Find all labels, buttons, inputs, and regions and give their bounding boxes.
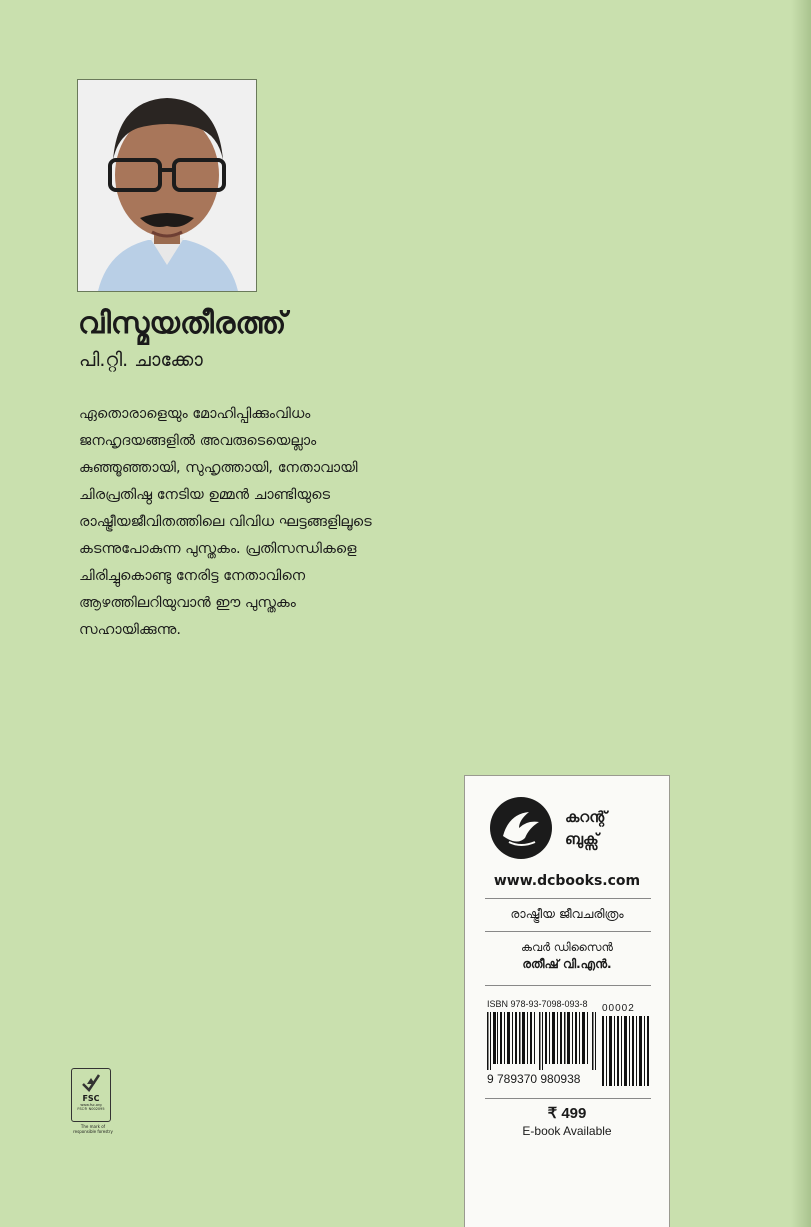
blurb-line: ചിരപ്രതിഷ്ഠ നേടിയ ഉമ്മൻ ചാണ്ടിയുടെ: [79, 487, 331, 503]
divider: [485, 931, 651, 932]
cover-designer-name: രതീഷ് വി.എൻ.: [522, 957, 612, 971]
fsc-caption: The mark of responsible forestry: [73, 1124, 113, 1134]
fsc-logo: [71, 1068, 115, 1134]
addon-barcode: [602, 1016, 652, 1086]
fsc-badge: [71, 1068, 111, 1122]
publisher-website: www.dcbooks.com: [493, 873, 641, 889]
book-price: ₹ 499: [547, 1105, 587, 1122]
book-blurb: [79, 401, 449, 644]
blurb-line: കുഞ്ഞൂഞ്ഞായി, സുഹൃത്തായി, നേതാവായി: [79, 460, 358, 476]
blurb-line: ചിരിച്ചുകൊണ്ടു നേരിട്ട നേതാവിനെ: [79, 568, 306, 584]
blurb-line: രാഷ്ട്രീയജീവിതത്തിലെ വിവിധ ഘട്ടങ്ങളിലൂടെ: [79, 514, 372, 530]
fsc-url: www.fsc.org: [80, 1103, 102, 1107]
book-genre: രാഷ്ട്രീയ ജീവചരിത്രം: [510, 906, 624, 921]
bird-logo-icon: [489, 796, 553, 860]
isbn-barcode: [487, 1012, 597, 1070]
blurb-line: സഹായിക്കുന്നു.: [79, 622, 181, 638]
divider: [485, 985, 651, 986]
divider: [485, 1098, 651, 1099]
blurb-line: ഏതൊരാളെയും മോഹിപ്പിക്കുംവിധം: [79, 406, 311, 422]
publisher-logo: [489, 796, 607, 860]
blurb-line: കടന്നുപോകുന്ന പുസ്തകം. പ്രതിസന്ധികളെ: [79, 541, 357, 557]
tree-check-icon: [79, 1072, 103, 1094]
cover-edge-shadow: [791, 0, 811, 1227]
blurb-line: ആഴത്തിലറിയുവാൻ ഈ പുസ്തകം: [79, 595, 296, 611]
publisher-name-line2: ബുക്സ്: [565, 830, 599, 848]
blurb-line: ജനഹൃദയങ്ങളിൽ അവരുടെയെല്ലാം: [79, 433, 317, 449]
book-title: വിസ്മയതീരത്ത്: [78, 306, 287, 341]
book-author: പി.റ്റി. ചാക്കോ: [79, 349, 203, 371]
fsc-label: FSC: [82, 1094, 100, 1103]
barcode-addon: 00002: [602, 1003, 635, 1014]
fsc-code: FSC® N002095: [77, 1107, 105, 1111]
publisher-name-line1: കറന്റ്: [565, 808, 607, 826]
isbn-text: ISBN 978-93-7098-093-8: [487, 999, 588, 1009]
publisher-name: [565, 806, 607, 850]
cover-design-label: കവർ ഡിസൈൻ: [521, 940, 613, 954]
barcode-number: 9 789370 980938: [487, 1072, 581, 1086]
publisher-panel: [464, 775, 670, 1227]
ebook-availability: E-book Available: [522, 1124, 612, 1138]
author-photo: [77, 79, 257, 292]
divider: [485, 898, 651, 899]
